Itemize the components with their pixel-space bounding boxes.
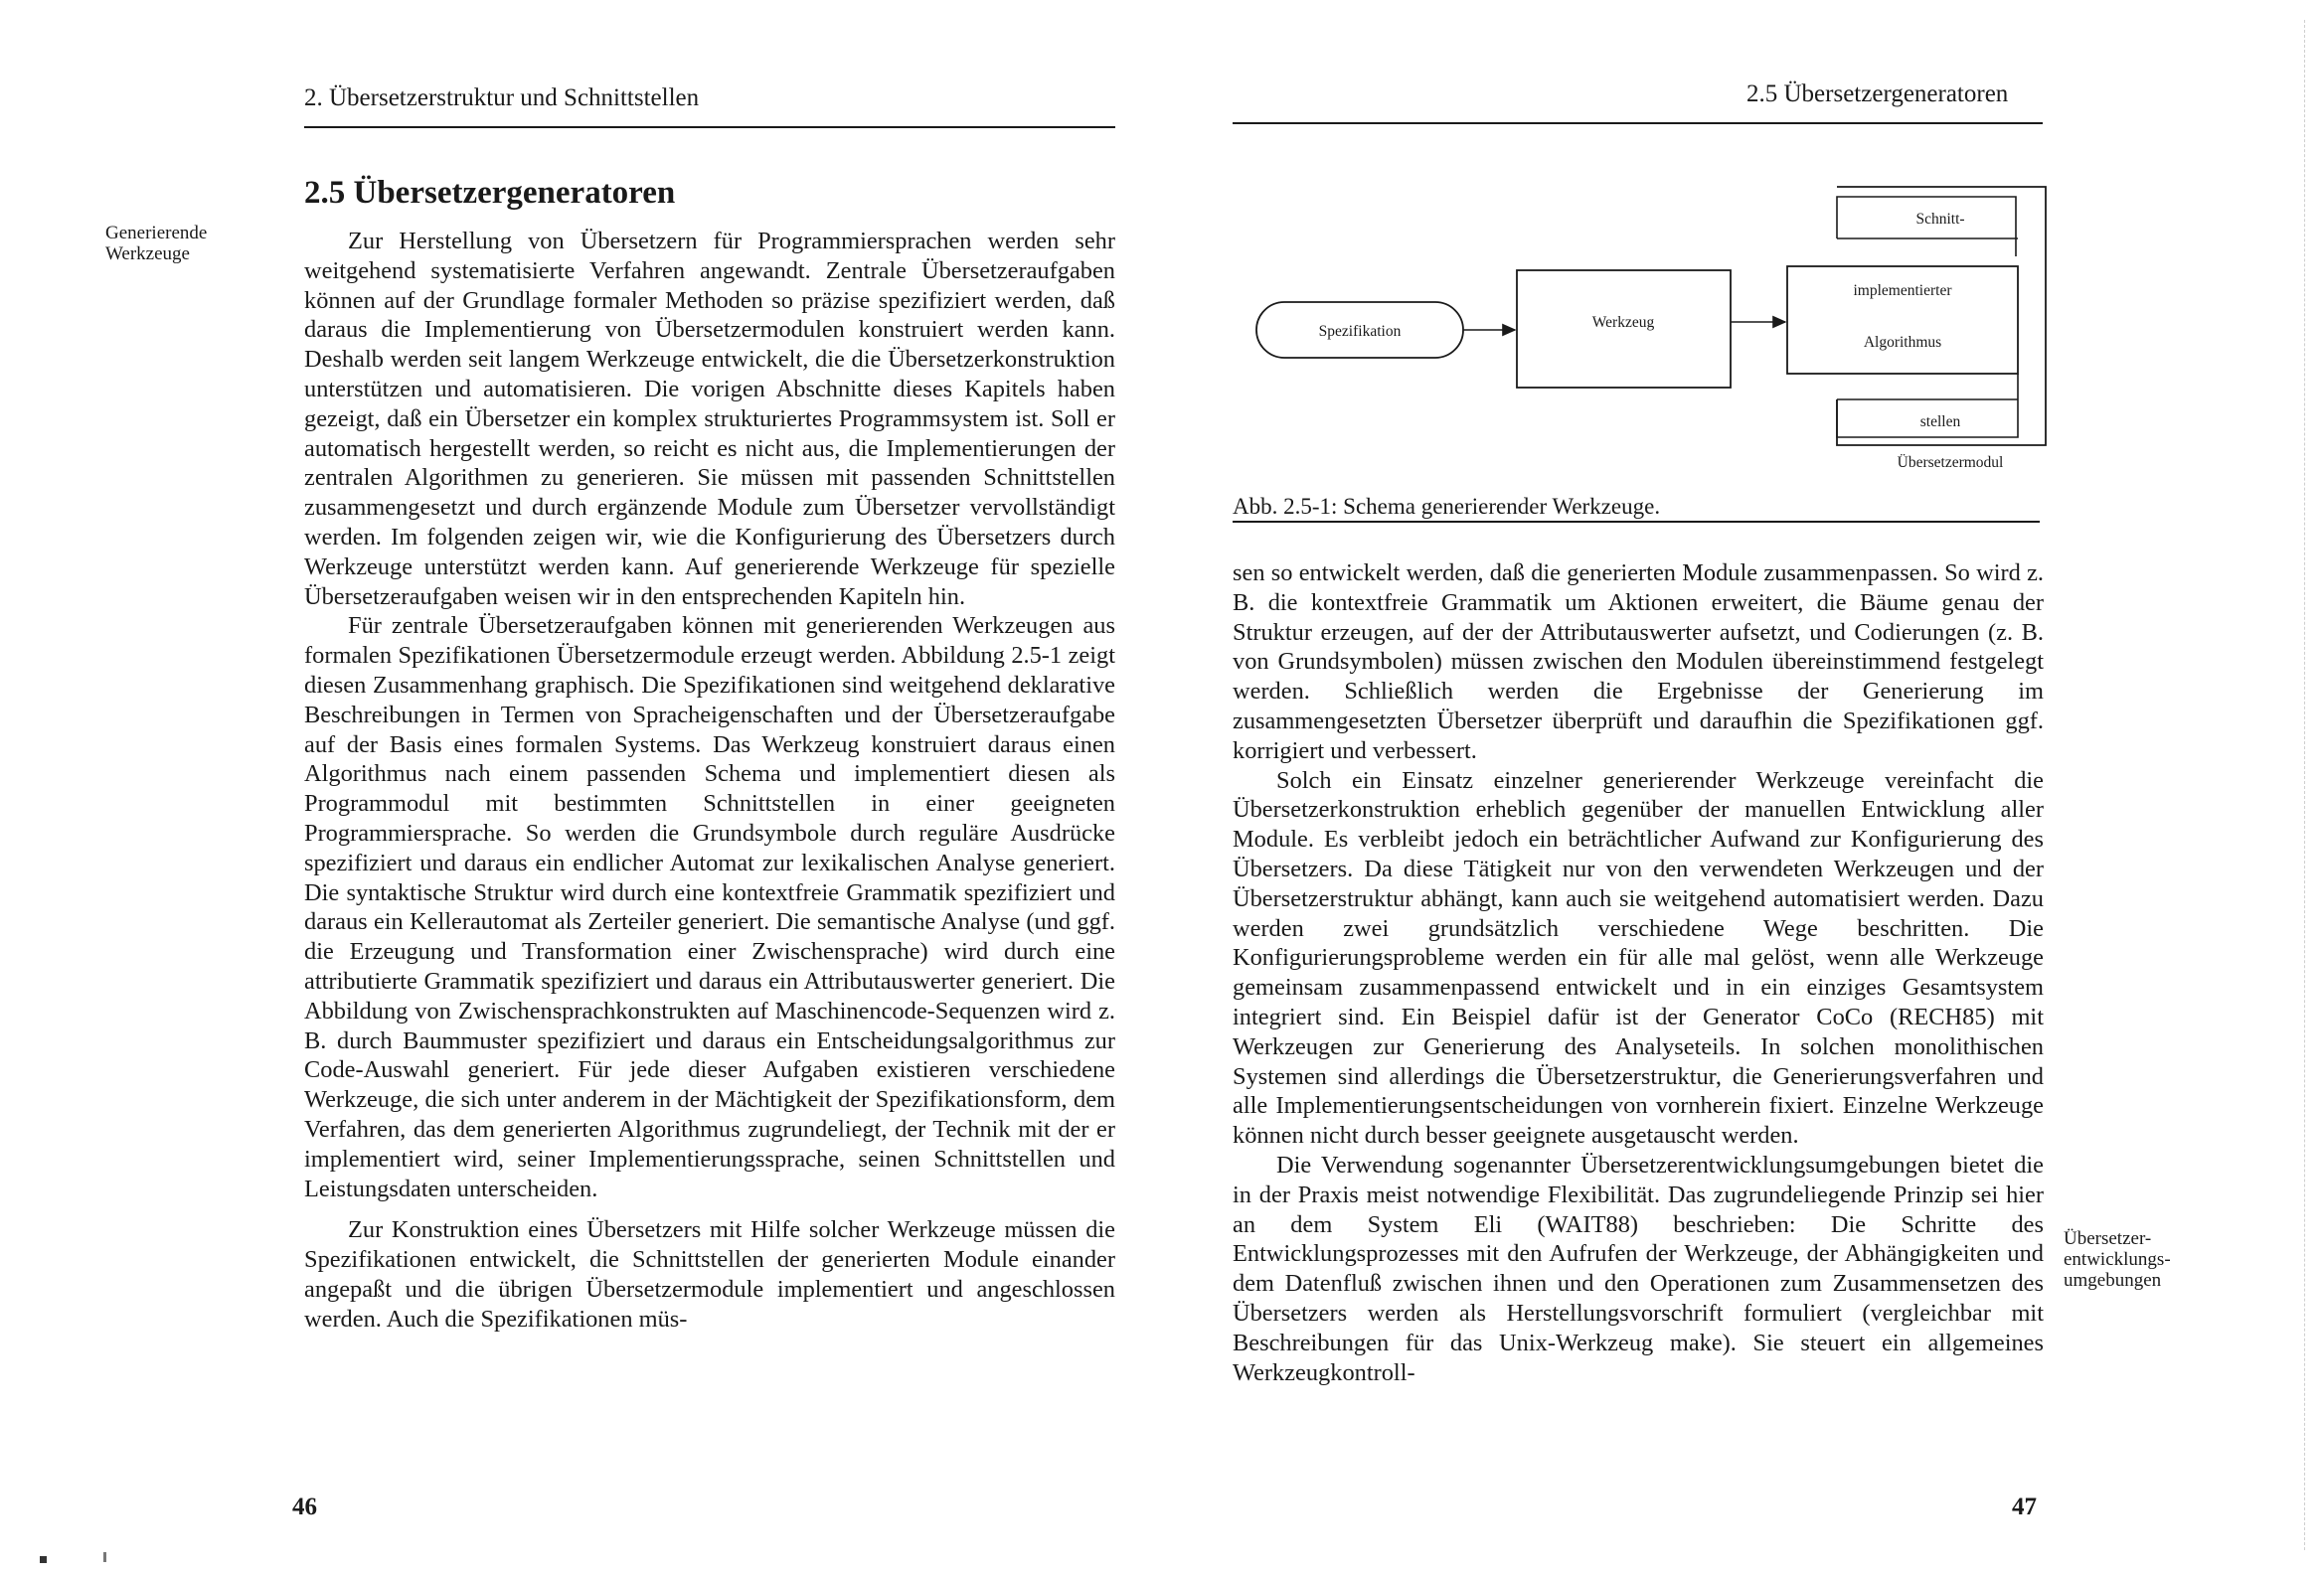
figure-caption: Abb. 2.5-1: Schema generierender Werkzeuge.: [1233, 494, 1661, 519]
margin-note-line: entwicklungs-: [2064, 1249, 2171, 1270]
figure-diagram: [1233, 179, 2058, 477]
left-body-text: [304, 227, 1115, 1334]
left-running-head: 2. Übersetzerstruktur und Schnittstellen: [304, 84, 700, 111]
right-body-text: [1233, 558, 2044, 1387]
figure-schema-generierender-werkzeuge: [1233, 179, 2058, 477]
interface-label-bottom: stellen: [1919, 413, 1961, 430]
scan-edge-line: [2304, 20, 2305, 1550]
margin-note-line: Generierende: [105, 223, 208, 243]
paragraph: Die Verwendung sogenannter Übersetzerentwicklungsumgebungen bietet die in der Praxis meist notwendige Flexibilität. Das zugrundeliegende Prinzip sei hier an dem System Eli (WAIT88) beschrieben: Die Schritte des Entwicklungsprozesses mit den Aufrufen der Werkzeuge, der Abhängigkeiten und dem Datenfluß zwischen ihnen und den Operationen zum Zusammensetzen des Übersetzers werden als Herstellungsvorschrift formuliert (vergleichbar mit Beschreibungen für das Unix-Werkzeug make). Sie steuert ein allgemeines Werkzeugkontroll-: [1233, 1151, 2044, 1386]
specification-label: Spezifikation: [1318, 323, 1402, 340]
right-head-rule: [1233, 122, 2043, 124]
margin-note-generierende-werkzeuge: [105, 223, 207, 264]
paragraph: sen so entwickelt werden, daß die generierten Module zusammenpassen. So wird z. B. die kontextfreie Grammatik um Aktionen erweitert, die Bäume genau der Struktur erzeugen, auf der der Attributauswerter aufsetzt, und Codierungen (z. B. von Grundsymbolen) müssen zwischen den Modulen übereinstimmend festgelegt werden. Schließlich werden die Ergebnisse der Generierung im zusammengesetzten Übersetzer überprüft und daraufhin die Spezifikationen ggf. korrigiert und verbessert.: [1233, 559, 2044, 764]
page-number-right: 47: [2012, 1494, 2037, 1520]
margin-note-uebersetzerentwicklungsumgebungen: [2064, 1228, 2171, 1291]
paragraph: Für zentrale Übersetzeraufgaben können mit generierenden Werkzeugen aus formalen Spezifikationen Übersetzermodule erzeugt werden. Abbildung 2.5-1 zeigt diesen Zusammenhang graphisch. Die Spezifikationen sind weitgehend deklarative Beschreibungen in Termen von Spracheigenschaften und der Übersetzeraufgabe auf der Basis eines formalen Systems. Das Werkzeug konstruiert daraus einen Algorithmus nach einem passenden Schema und implementiert diesen als Programmodul mit bestimmten Schnittstellen in einer geeigneten Programmiersprache. So werden die Grundsymbole durch reguläre Ausdrücke spezifiziert und daraus ein endlicher Automat zur lexikalischen Analyse generiert. Die syntaktische Struktur wird durch eine kontextfreie Grammatik spezifiziert und daraus ein Kellerautomat als Zerteiler generiert. Die semantische Analyse (und ggf. die Erzeugung und Transformation einer Zwischensprache) wird durch eine attributierte Grammatik spezifiziert und daraus ein Attributauswerter generiert. Die Abbildung von Zwischensprachkonstrukten auf Maschinencode-Sequenzen wird z. B. durch Baummuster spezifiziert und daraus ein Entscheidungsalgorithmus zur Code-Auswahl generiert. Für jede dieser Aufgaben existieren verschiedene Werkzeuge, die sich unter anderem in der Mächtigkeit der Spezifikationsform, dem Verfahren, das dem generierten Algorithmus zugrundeliegt, der Technik mit der er implementiert wird, seiner Implementierungssprache, seinen Schnittstellen und Leistungsdaten unterscheiden.: [304, 612, 1115, 1202]
margin-note-line: Übersetzer-: [2064, 1228, 2152, 1249]
algorithm-label-line1: implementierter: [1853, 282, 1952, 299]
interface-label-top: Schnitt-: [1915, 211, 1965, 228]
margin-note-line: Werkzeuge: [105, 243, 190, 264]
scan-speck: [40, 1556, 47, 1563]
paragraph: Zur Herstellung von Übersetzern für Programmiersprachen werden sehr weitgehend systematisierte Verfahren angewandt. Zentrale Übersetzeraufgaben können auf der Grundlage formaler Methoden so präzise spezifiziert werden, daß daraus die Implementierung von Übersetzermodulen konstruiert werden kann. Deshalb werden seit langem Werkzeuge entwickelt, die die Übersetzerkonstruktion unterstützen und automatisieren. Die vorigen Abschnitte dieses Kapitels haben gezeigt, daß ein Übersetzer ein komplex strukturiertes Programmsystem ist. Soll er automatisch hergestellt werden, so reicht es nicht aus, die Implementierungen der zentralen Algorithmen zu generieren. Sie müssen mit passenden Schnittstellen zusammengesetzt und durch ergänzende Module zum Übersetzer vervollständigt werden. Im folgenden zeigen wir, wie die Konfigurierung des Übersetzers durch Werkzeuge unterstützt werden kann. Auf generierende Werkzeuge für spezielle Übersetzeraufgaben weisen wir in den entsprechenden Kapiteln hin.: [304, 228, 1115, 610]
right-running-head: 2.5 Übersetzergeneratoren: [1746, 80, 2009, 107]
algorithm-label-line2: Algorithmus: [1863, 334, 1942, 351]
page-number-left: 46: [292, 1494, 317, 1520]
section-title: 2.5 Übersetzergeneratoren: [304, 175, 676, 211]
compiler-module-label: Übersetzermodul: [1897, 454, 2004, 471]
left-head-rule: [304, 126, 1115, 128]
caption-rule: [1233, 521, 2040, 523]
paragraph: Solch ein Einsatz einzelner generierender Werkzeuge vereinfacht die Übersetzerkonstruktion erheblich gegenüber der manuellen Entwicklung aller Module. Es verbleibt jedoch ein beträchtlicher Aufwand zur Konfigurierung des Übersetzers. Da diese Tätigkeit nur von den verwendeten Werkzeugen und der Übersetzerstruktur abhängt, kann auch sie weitgehend automatisiert werden. Dazu werden zwei grundsätzlich verschiedene Wege beschritten. Die Konfigurierungsprobleme werden ein für alle mal gelöst, wenn alle Werkzeuge gemeinsam zusammenpassend entwickelt und in ein einziges Gesamtsystem integriert sind. Ein Beispiel dafür ist der Generator CoCo (RECH85) mit Werkzeugen zur Generierung des Analyseteils. In solchen monolithischen Systemen sind allerdings die Übersetzerstruktur, die Generierungsverfahren und alle Implementierungsentscheidungen von vornherein fixiert. Einzelne Werkzeuge können nicht durch besser geeignete ausgetauscht werden.: [1233, 766, 2044, 1150]
paragraph: Zur Konstruktion eines Übersetzers mit Hilfe solcher Werkzeuge müssen die Spezifikationen entwickelt, die Schnittstellen der generierten Module einander angepaßt und die übrigen Übersetzermodule implementiert und angeschlossen werden. Auch die Spezifikationen müs-: [304, 1216, 1115, 1333]
tool-label: Werkzeug: [1591, 314, 1655, 331]
scan-speck: [103, 1552, 106, 1562]
margin-note-line: umgebungen: [2064, 1270, 2162, 1291]
